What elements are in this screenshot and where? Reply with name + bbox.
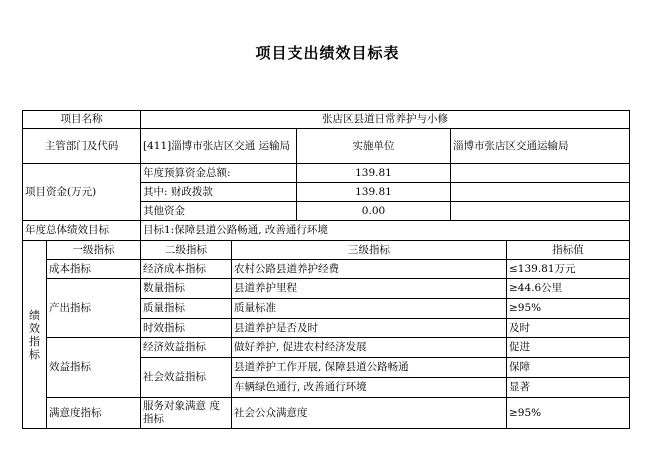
social-benefit-value-1: 保障	[506, 357, 630, 378]
quality-item: 质量标准	[231, 298, 507, 319]
header-level1: 一级指标	[46, 240, 141, 260]
funds-fin-label: 其中: 财政拨款	[140, 182, 297, 202]
econ-benefit-indicator: 经济效益指标	[140, 337, 232, 358]
qty-value: ≥44.6公里	[506, 278, 630, 299]
header-level3: 三级指标	[231, 240, 507, 260]
benefit-indicator: 效益指标	[46, 337, 141, 398]
social-benefit-indicator: 社会效益指标	[140, 357, 232, 398]
funds-other-value: 0.00	[296, 201, 451, 221]
cost-econ: 经济成本指标	[140, 259, 232, 279]
project-name-label: 项目名称	[22, 110, 141, 129]
dept-value: [411]淄博市张店区交通 运输局	[140, 128, 297, 164]
impl-value: 淄博市张店区交通运输局	[450, 128, 630, 164]
social-benefit-item-2: 车辆绿色通行, 改善通行环境	[231, 377, 507, 398]
satisfaction-indicator: 满意度指标	[46, 397, 141, 429]
funds-total-label: 年度预算资金总额:	[140, 163, 297, 183]
cost-econ-value: ≤139.81万元	[506, 259, 630, 279]
time-indicator: 时效指标	[140, 318, 232, 338]
funds-other-blank	[450, 201, 630, 221]
output-indicator: 产出指标	[46, 278, 141, 338]
service-value: ≥95%	[506, 397, 630, 429]
cost-econ-item: 农村公路县道养护经费	[231, 259, 507, 279]
impl-label: 实施单位	[296, 128, 451, 164]
qty-item: 县道养护里程	[231, 278, 507, 299]
indicator-side-label: 绩效指标	[22, 240, 47, 429]
dept-label: 主管部门及代码	[22, 128, 141, 164]
funds-fin-value: 139.81	[296, 182, 451, 202]
econ-benefit-value: 促进	[506, 337, 630, 358]
qty-indicator: 数量指标	[140, 278, 232, 299]
time-value: 及时	[506, 318, 630, 338]
goal-label: 年度总体绩效目标	[22, 220, 141, 241]
funds-fin-blank	[450, 182, 630, 202]
service-item: 社会公众满意度	[231, 397, 507, 429]
cost-indicator: 成本指标	[46, 259, 141, 279]
header-level2: 二级指标	[140, 240, 232, 260]
funds-total-blank	[450, 163, 630, 183]
funds-other-label: 其他资金	[140, 201, 297, 221]
funds-total-value: 139.81	[296, 163, 451, 183]
page-title: 项目支出绩效目标表	[255, 44, 400, 62]
social-benefit-value-2: 显著	[506, 377, 630, 398]
time-item: 县道养护是否及时	[231, 318, 507, 338]
project-name-value: 张店区县道日常养护与小修	[140, 110, 630, 129]
service-indicator: 服务对象满意 度指标	[140, 397, 232, 429]
quality-value: ≥95%	[506, 298, 630, 319]
funds-label: 项目资金(万元)	[22, 163, 141, 221]
goal-value: 目标1:保障县道公路畅通, 改善通行环境	[140, 220, 630, 241]
econ-benefit-item: 做好养护, 促进农村经济发展	[231, 337, 507, 358]
quality-indicator: 质量指标	[140, 298, 232, 319]
header-value: 指标值	[506, 240, 630, 260]
social-benefit-item-1: 县道养护工作开展, 保障县道公路畅通	[231, 357, 507, 378]
